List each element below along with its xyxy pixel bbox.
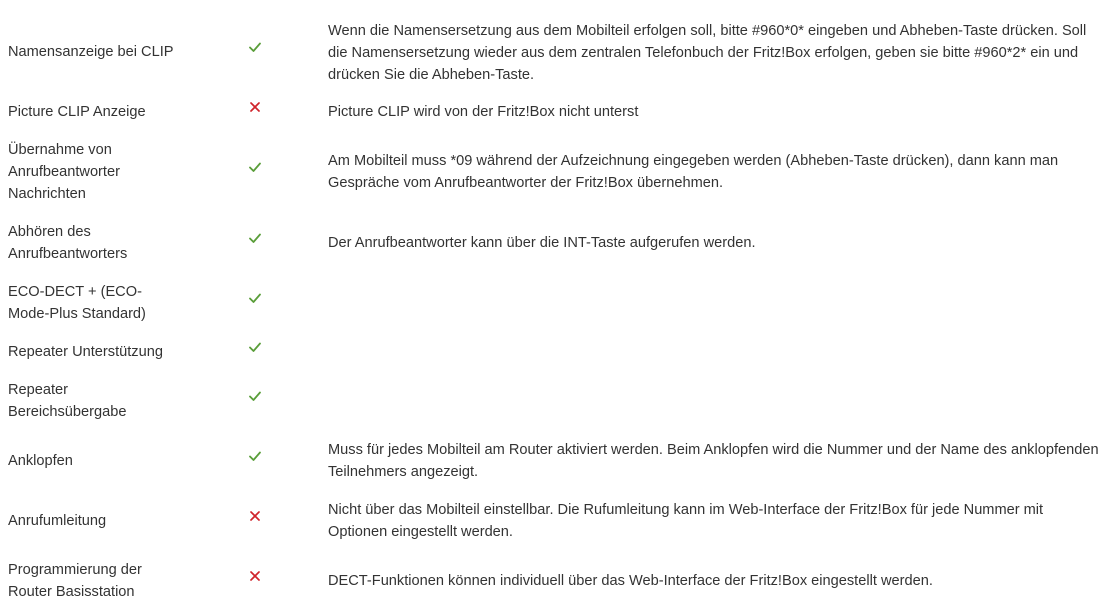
- feature-name: Anrufumleitung: [8, 513, 107, 529]
- feature-description: Am Mobilteil muss *09 während der Aufzeichnung eingegeben werden (Abheben-Taste drücken), dann kann man Gespräche vom Anrufbeantworter der Fritz!Box übernehmen.: [328, 153, 1059, 191]
- feature-description: Nicht über das Mobilteil einstellbar. Die Rufumleitung kann im Web-Interface der Fritz!Box für jede Nummer mit Optionen eingestellt werden.: [328, 502, 1044, 540]
- feature-description: DECT-Funktionen können individuell über das Web-Interface der Fritz!Box eingestellt werden.: [328, 573, 933, 589]
- check-icon: [248, 160, 262, 174]
- check-icon: [248, 291, 262, 305]
- check-icon: [248, 40, 262, 54]
- feature-name: Übernahme von Anrufbeantworter Nachrichten: [8, 142, 120, 202]
- feature-name: Abhören des Anrufbeantworters: [8, 224, 128, 262]
- check-icon: [248, 449, 262, 463]
- feature-name: Anklopfen: [8, 453, 73, 469]
- feature-name: Namensanzeige bei CLIP: [8, 44, 174, 60]
- check-icon: [248, 389, 262, 403]
- check-icon: [248, 231, 262, 245]
- feature-name: Repeater Bereichsübergabe: [8, 382, 127, 420]
- cross-icon: [248, 100, 262, 114]
- feature-description: Muss für jedes Mobilteil am Router aktiviert werden. Beim Anklopfen wird die Nummer und der Name des anklopfenden Teilnehmers angezeigt.: [328, 442, 1099, 480]
- feature-name: Picture CLIP Anzeige: [8, 104, 146, 120]
- cross-icon: [248, 509, 262, 523]
- feature-name: Programmierung der Router Basisstation: [8, 562, 142, 600]
- feature-name: Repeater Unterstützung: [8, 344, 163, 360]
- feature-description: Picture CLIP wird von der Fritz!Box nicht unterst: [328, 104, 639, 120]
- check-icon: [248, 340, 262, 354]
- cross-icon: [248, 569, 262, 583]
- feature-name: ECO-DECT + (ECO-Mode-Plus Standard): [8, 284, 146, 322]
- feature-description: Wenn die Namensersetzung aus dem Mobilteil erfolgen soll, bitte #960*0* eingeben und Abheben-Taste drücken. Soll die Namensersetzung wieder aus dem zentralen Telefonbuch der Fritz!Box erfolgen, geben sie bitte #960*2* ein und drücken Sie die Abheben-Taste.: [328, 23, 1087, 83]
- feature-description: Der Anrufbeantworter kann über die INT-Taste aufgerufen werden.: [328, 235, 756, 251]
